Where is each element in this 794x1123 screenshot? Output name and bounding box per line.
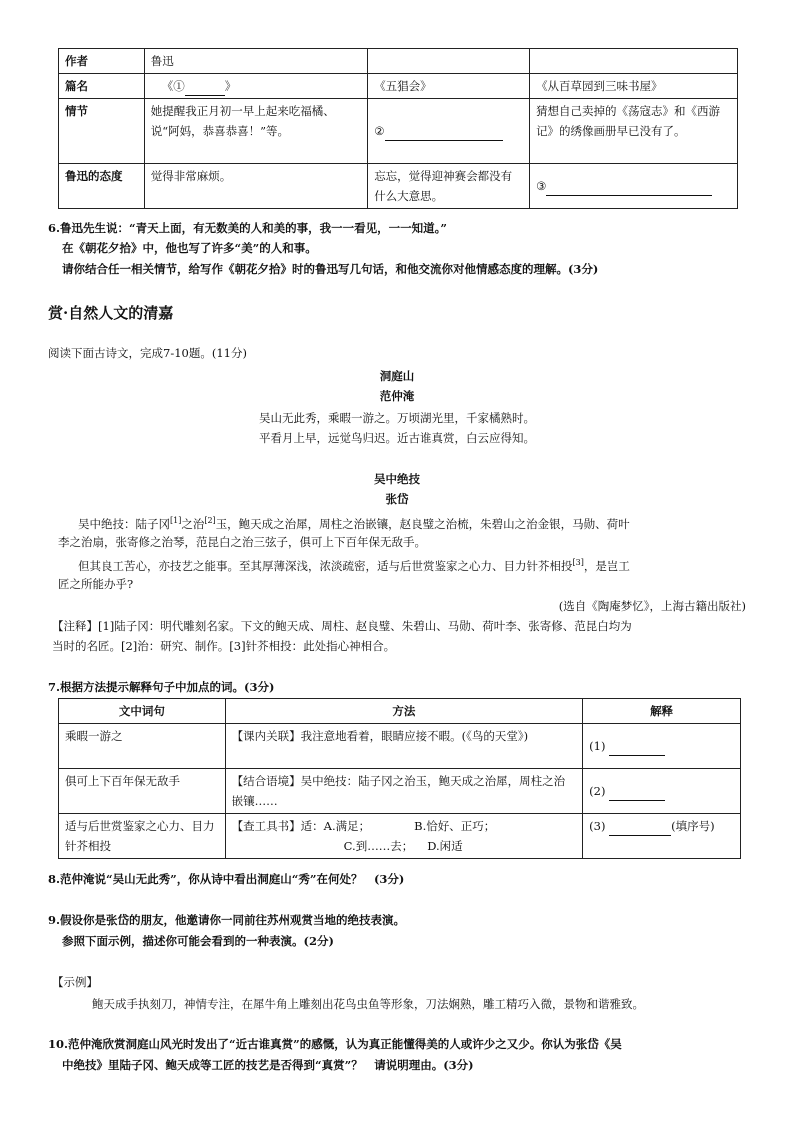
prose-line: 匠之所能办乎?	[58, 577, 134, 591]
example-label: 【示例】	[52, 975, 98, 989]
table-row	[59, 74, 738, 99]
footnote-marker: [3]	[572, 558, 584, 567]
table-row	[59, 814, 741, 859]
table-cell: 乘暇一游之	[59, 724, 226, 769]
prose-text: ，是岂工	[583, 558, 630, 573]
prose-text: 吴中绝技：陆子冈	[78, 516, 170, 531]
poem-line: 吴山无此秀，乘暇一游之。万顷湖光里，千家橘熟时。	[259, 411, 535, 425]
column-header: 方法	[225, 699, 582, 724]
row-label: 作者	[59, 49, 145, 74]
title-suffix: 》	[224, 79, 237, 93]
table-cell: 鲁迅	[144, 49, 367, 74]
question-10-line1: 10.范仲淹欣赏洞庭山风光时发出了“近古谁真赏”的感慨，认为真正能懂得美的人或许少之又少。你认为张岱《吴	[48, 1037, 622, 1051]
table-row	[59, 164, 738, 209]
prose-text: 玉，鲍天成之治犀，周柱之治嵌镶，赵良璧之治梳，朱碧山之治金银，马勋、荷叶	[215, 516, 630, 531]
table-cell: 《五猖会》	[368, 74, 530, 99]
poem-title: 洞庭山	[379, 369, 415, 383]
row-label: 情节	[59, 99, 145, 164]
answer-blank-7-1[interactable]	[609, 741, 665, 756]
prose-notes: 【注释】[1]陆子冈：明代雕刻名家。下文的鲍天成、周柱、赵良璧、朱碧山、马勋、荷叶李、张寄修、范昆白均为	[52, 619, 632, 633]
column-header: 文中词句	[59, 699, 226, 724]
blank-number: ③	[536, 179, 547, 193]
prose-title: 吴中绝技	[374, 472, 420, 486]
answer-blank-2[interactable]	[385, 126, 503, 141]
table-row	[59, 49, 738, 74]
column-header: 解释	[583, 699, 741, 724]
table-cell	[583, 814, 741, 859]
prose-source: (选自《陶庵梦忆》，上海古籍出版社)	[558, 599, 746, 613]
table-cell: 俱可上下百年保无敌手	[59, 769, 226, 814]
question-7-table	[58, 698, 741, 859]
table-cell: 猜想自己卖掉的《荡寇志》和《西游记》的绣像画册早已没有了。	[530, 99, 738, 164]
answer-blank-3[interactable]	[546, 181, 712, 196]
table-cell	[368, 99, 530, 164]
example-text: 鲍天成手执刻刀，神情专注，在犀牛角上雕刻出花鸟虫鱼等形象，刀法娴熟，雕工精巧入微，景物和谐雅致。	[92, 997, 644, 1011]
reading-intro: 阅读下面古诗文，完成7-10题。(11分)	[48, 346, 247, 360]
title-prefix: 《①	[161, 79, 185, 93]
option-c: C.到……去；	[343, 839, 414, 853]
blank-number: (3)	[589, 819, 606, 833]
table-row	[59, 99, 738, 164]
answer-blank-7-2[interactable]	[609, 786, 665, 801]
table-row	[59, 724, 741, 769]
table-header-row	[59, 699, 741, 724]
prose-line: 李之治扇，张寄修之治琴，范昆白之治三弦子，俱可上下百年保无敌手。	[58, 535, 426, 549]
table-cell	[225, 814, 582, 859]
option-b: B.恰好、正巧；	[414, 819, 496, 833]
table-cell	[583, 769, 741, 814]
question-7-title: 7.根据方法提示解释句子中加点的词。(3分)	[48, 680, 275, 694]
prose-paragraph-1	[78, 511, 758, 534]
table-cell	[368, 49, 530, 74]
prose-notes: 当时的名匠。[2]治：研究、制作。[3]针芥相投：此处指心神相合。	[52, 639, 396, 653]
table-cell	[530, 164, 738, 209]
table-cell: 适与后世赏鉴家之心力、目力针芥相投	[59, 814, 226, 859]
question-6-line2: 在《朝花夕拾》中，他也写了许多“美”的人和事。	[62, 241, 317, 255]
question-9-line1: 9.假设你是张岱的朋友，他邀请你一同前往苏州观赏当地的绝技表演。	[48, 913, 406, 927]
option-a: 【查工具书】适：A.满足；	[231, 819, 371, 833]
prose-text: 之治	[181, 516, 205, 531]
table-cell: 【课内关联】我注意地看着，眼睛应接不暇。(《鸟的天堂》)	[225, 724, 582, 769]
blank-number: ②	[374, 124, 385, 138]
table-cell: 【结合语境】吴中绝技：陆子冈之治玉，鲍天成之治犀，周柱之治嵌镶……	[225, 769, 582, 814]
author-works-table	[58, 48, 738, 209]
question-8: 8.范仲淹说“吴山无此秀”，你从诗中看出洞庭山“秀”在何处？ (3分)	[48, 872, 405, 886]
table-cell	[583, 724, 741, 769]
question-6-line1: 6.鲁迅先生说：“青天上面，有无数美的人和美的事，我一一看见，一一知道。”	[48, 221, 447, 235]
footnote-marker: [1]	[170, 516, 182, 525]
table-cell: 她提醒我正月初一早上起来吃福橘、说“阿妈，恭喜恭喜！”等。	[144, 99, 367, 164]
prose-author: 张岱	[385, 492, 409, 506]
answer-hint: (填序号)	[671, 819, 715, 833]
prose-text: 但其良工苦心，亦技艺之能事。至其厚薄深浅，浓淡疏密，适与后世赏鉴家之心力、目力针芥相投	[78, 558, 573, 573]
answer-blank-7-3[interactable]	[609, 821, 671, 836]
poem-line: 平看月上早，远觉鸟归迟。近古谁真赏，白云应得知。	[259, 431, 535, 445]
row-label: 鲁迅的态度	[59, 164, 145, 209]
poem-author: 范仲淹	[379, 389, 415, 403]
row-label: 篇名	[59, 74, 145, 99]
question-10-line2: 中绝技》里陆子冈、鲍天成等工匠的技艺是否得到“真赏”？ 请说明理由。(3分)	[62, 1058, 474, 1072]
prose-paragraph-2	[78, 553, 758, 576]
table-cell	[530, 49, 738, 74]
blank-number: (1)	[589, 739, 606, 753]
option-d: D.闲适	[427, 839, 463, 853]
table-cell: 觉得非常麻烦。	[144, 164, 367, 209]
answer-blank-1[interactable]	[185, 81, 225, 96]
table-cell	[144, 74, 367, 99]
section-title: 赏·自然人文的清嘉	[48, 304, 174, 322]
table-cell: 忘忘，觉得迎神赛会都没有什么大意思。	[368, 164, 530, 209]
question-6-line3: 请你结合任一相关情节，给写作《朝花夕拾》时的鲁迅写几句话，和他交流你对他情感态度的理解。(3分)	[62, 262, 599, 276]
question-9-line2: 参照下面示例，描述你可能会看到的一种表演。(2分)	[62, 934, 334, 948]
table-row	[59, 769, 741, 814]
footnote-marker: [2]	[204, 516, 216, 525]
table-cell: 《从百草园到三味书屋》	[530, 74, 738, 99]
blank-number: (2)	[589, 784, 606, 798]
